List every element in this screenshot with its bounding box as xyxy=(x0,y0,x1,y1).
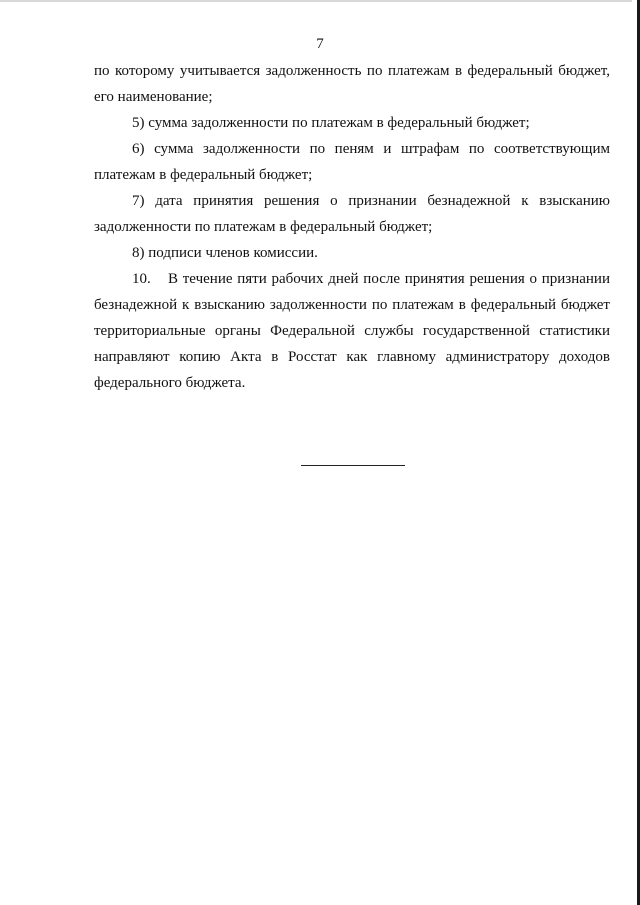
page-number: 7 xyxy=(316,36,324,52)
paragraph-continuation: по которому учитывается задолженность по платежам в федеральный бюджет, его наименование; xyxy=(94,63,610,105)
paragraph-item-5: 5) сумма задолженности по платежам в федеральный бюджет; xyxy=(132,115,530,131)
paragraph-item-7: 7) дата принятия решения о признании безнадежной к взысканию задолженности по платежам в федеральный бюджет; xyxy=(94,193,610,235)
scan-top-edge xyxy=(0,0,632,2)
paragraph-item-6: 6) сумма задолженности по пеням и штрафам по соответствующим платежам в федеральный бюджет; xyxy=(94,141,610,183)
paragraph-section-10 xyxy=(94,266,610,396)
section-number: 10. xyxy=(132,271,151,287)
paragraph-item-8: 8) подписи членов комиссии. xyxy=(132,245,318,261)
document-body xyxy=(94,58,610,396)
end-separator-line xyxy=(301,465,405,466)
section-10-text: В течение пяти рабочих дней после принятия решения о признании безнадежной к взысканию задолженности по платежам в федеральный бюджет территориальные органы Федеральной службы государственной статистики направляют копию Акта в Росстат как главному администратору доходов федерального бюджета. xyxy=(94,271,610,391)
